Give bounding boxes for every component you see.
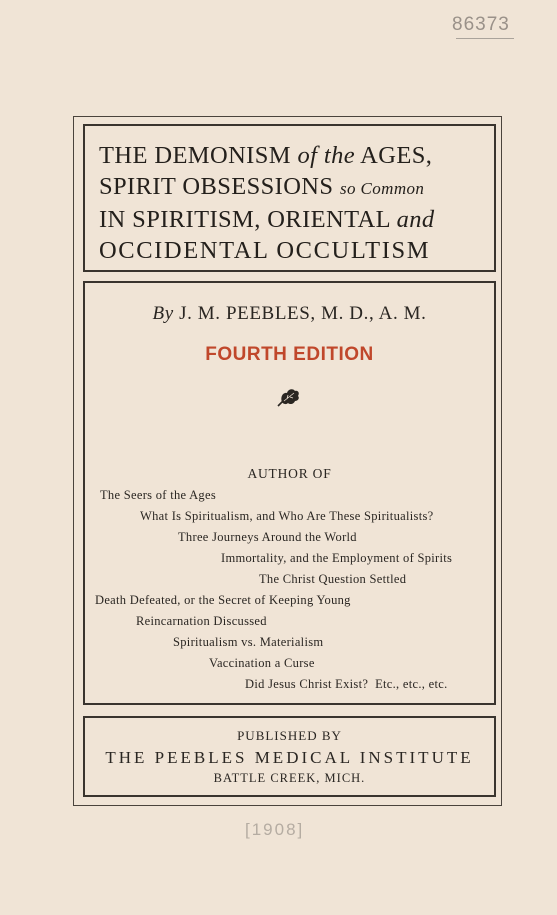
title-text: IN SPIRITISM, ORIENTAL: [99, 206, 397, 233]
publisher-box: [83, 716, 496, 797]
work-item: What Is Spiritualism, and Who Are These Spiritualists?: [140, 509, 434, 523]
shelfmark-underline: [456, 38, 514, 39]
edition-label: FOURTH EDITION: [205, 344, 374, 365]
title-italic: of the: [297, 142, 355, 169]
work-item: Did Jesus Christ Exist? Etc., etc., etc.: [245, 677, 448, 691]
byline: [85, 303, 494, 325]
title-line-3: [99, 204, 484, 235]
work-item: Spiritualism vs. Materialism: [173, 635, 324, 649]
title-text: AGES,: [355, 142, 433, 169]
author-box: [83, 281, 496, 705]
title-text: SPIRIT OBSESSIONS: [99, 173, 340, 200]
author-name: J. M. PEEBLES, M. D., A. M.: [179, 303, 427, 324]
publisher-name: THE PEEBLES MEDICAL INSTITUTE: [105, 748, 474, 767]
title-box: [83, 124, 496, 272]
title-line-4: OCCIDENTAL OCCULTISM: [99, 237, 431, 264]
date-stamp: [1908]: [245, 820, 305, 839]
work-item: The Seers of the Ages: [100, 488, 216, 502]
work-item: Immortality, and the Employment of Spirits: [221, 551, 453, 565]
work-item: Death Defeated, or the Secret of Keeping Young: [95, 593, 351, 607]
work-item: Three Journeys Around the World: [178, 530, 357, 544]
work-item: Reincarnation Discussed: [136, 614, 267, 628]
published-by-label: PUBLISHED BY: [237, 728, 342, 743]
work-item: The Christ Question Settled: [259, 572, 407, 586]
title-text: THE DEMONISM: [99, 142, 298, 169]
author-of-heading: AUTHOR OF: [247, 466, 332, 481]
title-line-1: [99, 140, 484, 171]
shelfmark-number: 86373: [452, 14, 510, 35]
title-italic: and: [396, 206, 435, 233]
leaf-ornament-icon: [275, 387, 301, 409]
publisher-place: BATTLE CREEK, MICH.: [213, 771, 366, 785]
book-title: [99, 140, 484, 266]
byline-by: By: [152, 303, 174, 324]
title-line-2: [99, 171, 484, 204]
work-item: Vaccination a Curse: [209, 656, 315, 670]
title-italic: so Common: [339, 179, 425, 198]
